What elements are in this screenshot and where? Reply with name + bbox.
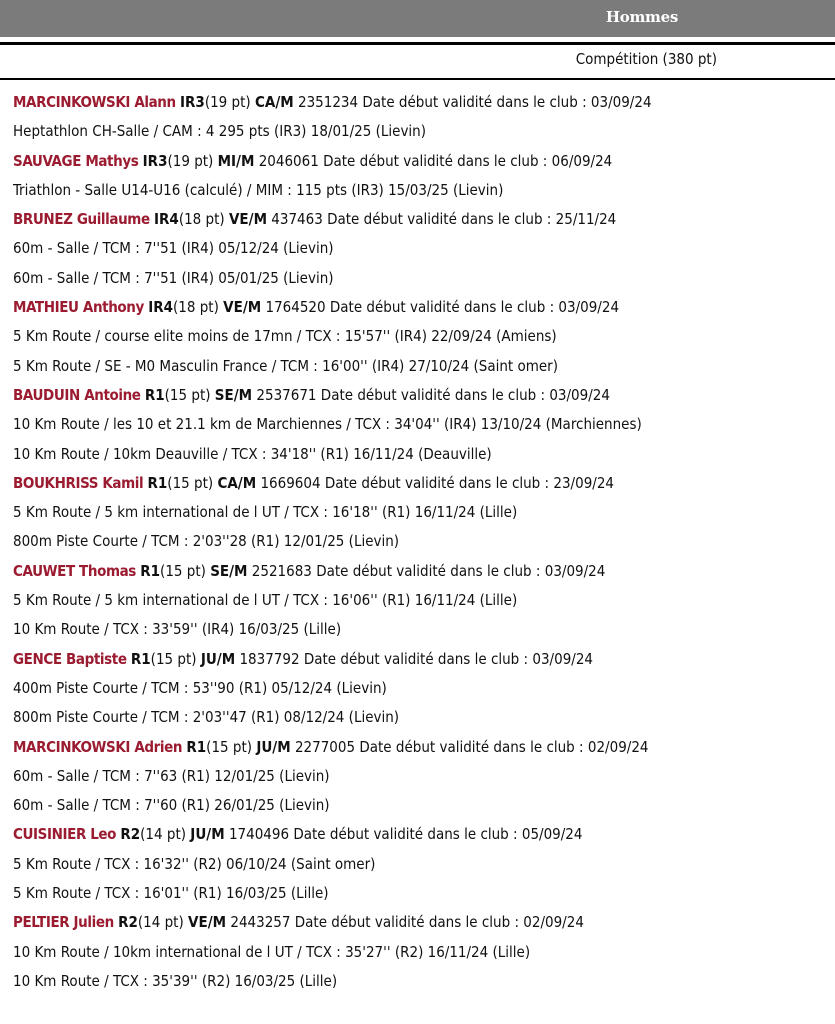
athlete-category: CA/M	[217, 473, 257, 492]
athlete-header-line	[13, 557, 828, 586]
performance-line: 10 Km Route / 10km international de l UT / TCX : 35'27'' (R2) 16/11/24 (Lille)	[13, 942, 531, 961]
validity-date: 02/09/24	[523, 913, 584, 932]
athlete-name: BOUKHRISS Kamil	[13, 473, 144, 492]
performance-line: 60m - Salle / TCM : 7''60 (R1) 26/01/25 (Lievin)	[13, 796, 330, 815]
performance-line: 10 Km Route / 10km Deauville / TCX : 34'18'' (R1) 16/11/24 (Deauville)	[13, 444, 492, 463]
athlete-category: MI/M	[217, 151, 255, 170]
validity-date: 03/09/24	[544, 561, 606, 580]
performance-line: 60m - Salle / TCM : 7''51 (IR4) 05/01/25 (Lievin)	[13, 268, 334, 287]
athlete-license: 2351234	[297, 93, 359, 111]
validity-label: Date début validité dans le club :	[294, 913, 519, 932]
athlete-license: 2046061	[258, 151, 319, 170]
athlete-points: (14 pt)	[137, 913, 184, 932]
athlete-name: PELTIER Julien	[13, 913, 114, 932]
validity-label: Date début validité dans le club :	[362, 93, 587, 111]
athlete-level: IR4	[148, 298, 174, 317]
athlete-category: JU/M	[200, 649, 236, 668]
validity-date: 02/09/24	[587, 737, 649, 756]
validity-date: 05/09/24	[521, 825, 583, 844]
athlete-license: 2537671	[256, 385, 317, 404]
athlete-category: SE/M	[210, 561, 248, 580]
athlete-entry	[13, 147, 828, 206]
athlete-header-line	[13, 381, 828, 410]
athlete-points: (19 pt)	[204, 93, 251, 111]
athlete-license: 2443257	[230, 913, 291, 932]
athlete-entry	[13, 469, 828, 557]
athlete-header-line	[13, 733, 828, 762]
athlete-entry	[13, 381, 828, 469]
athlete-points: (15 pt)	[167, 473, 214, 492]
athlete-entry	[13, 293, 828, 381]
validity-label: Date début validité dans le club :	[316, 561, 541, 580]
athlete-points: (15 pt)	[160, 561, 206, 580]
athlete-level: R2	[120, 825, 141, 844]
athlete-entry	[13, 645, 828, 733]
performance-line: 800m Piste Courte / TCM : 2'03''28 (R1) 12/01/25 (Lievin)	[13, 532, 400, 551]
athlete-entry	[13, 88, 828, 147]
athlete-list	[13, 88, 828, 996]
validity-date: 03/09/24	[590, 93, 652, 111]
validity-label: Date début validité dans le club :	[323, 151, 548, 170]
athlete-level: R1	[144, 385, 165, 404]
performance-line: 800m Piste Courte / TCM : 2'03''47 (R1) 08/12/24 (Lievin)	[13, 708, 400, 727]
athlete-header-line	[13, 820, 828, 849]
athlete-license: 2277005	[294, 737, 356, 756]
validity-label: Date début validité dans le club :	[293, 825, 518, 844]
athlete-category: VE/M	[188, 913, 227, 932]
athlete-level: R1	[130, 649, 151, 668]
athlete-license: 1669604	[260, 473, 321, 492]
athlete-header-line	[13, 88, 828, 117]
athlete-points: (18 pt)	[178, 210, 225, 229]
athlete-points: (15 pt)	[206, 737, 253, 756]
performance-line: 60m - Salle / TCM : 7''51 (IR4) 05/12/24 (Lievin)	[13, 239, 334, 258]
header-bar	[0, 0, 835, 37]
performance-line: 60m - Salle / TCM : 7''63 (R1) 12/01/25 (Lievin)	[13, 766, 330, 785]
validity-label: Date début validité dans le club :	[320, 385, 546, 404]
athlete-header-line	[13, 908, 828, 937]
athlete-entry	[13, 820, 828, 908]
athlete-name: BRUNEZ Guillaume	[13, 210, 150, 229]
athlete-name: CUISINIER Leo	[13, 825, 117, 844]
athlete-license: 1740496	[228, 825, 290, 844]
athlete-points: (19 pt)	[167, 151, 214, 170]
athlete-level: IR3	[180, 93, 205, 111]
athlete-points: (15 pt)	[164, 385, 211, 404]
validity-date: 23/09/24	[553, 473, 614, 492]
performance-line: 5 Km Route / 5 km international de l UT / TCX : 16'18'' (R1) 16/11/24 (Lille)	[13, 503, 518, 522]
athlete-license: 437463	[271, 210, 323, 229]
athlete-name: GENCE Baptiste	[13, 649, 127, 668]
athlete-entry	[13, 733, 828, 821]
athlete-header-line	[13, 205, 828, 234]
athlete-points: (18 pt)	[173, 298, 219, 317]
validity-label: Date début validité dans le club :	[359, 737, 584, 756]
divider-mid	[0, 78, 835, 80]
athlete-category: CA/M	[254, 93, 294, 111]
performance-line: 10 Km Route / TCX : 35'39'' (R2) 16/03/25 (Lille)	[13, 971, 338, 990]
validity-date: 03/09/24	[549, 385, 610, 404]
performance-line: 5 Km Route / course elite moins de 17mn / TCX : 15'57'' (IR4) 22/09/24 (Amiens)	[13, 327, 557, 346]
divider-top	[0, 42, 835, 45]
athlete-license: 2521683	[251, 561, 312, 580]
competition-points: Compétition (380 pt)	[575, 50, 717, 68]
athlete-category: SE/M	[214, 385, 253, 404]
athlete-points: (14 pt)	[140, 825, 186, 844]
athlete-level: R1	[147, 473, 168, 492]
validity-label: Date début validité dans le club :	[329, 298, 555, 317]
athlete-license: 1764520	[265, 298, 326, 317]
athlete-name: MATHIEU Anthony	[13, 298, 144, 317]
athlete-header-line	[13, 147, 828, 176]
validity-date: 03/09/24	[558, 298, 620, 317]
performance-line: 10 Km Route / les 10 et 21.1 km de Marchiennes / TCX : 34'04'' (IR4) 13/10/24 (Marchiennes)	[13, 415, 642, 434]
validity-date: 03/09/24	[532, 649, 593, 668]
athlete-license: 1837792	[239, 649, 300, 668]
performance-line: Heptathlon CH-Salle / CAM : 4 295 pts (IR3) 18/01/25 (Lievin)	[13, 122, 427, 141]
performance-line: 5 Km Route / 5 km international de l UT / TCX : 16'06'' (R1) 16/11/24 (Lille)	[13, 591, 518, 610]
athlete-category: VE/M	[223, 298, 262, 317]
athlete-entry	[13, 205, 828, 293]
athlete-level: R1	[186, 737, 207, 756]
athlete-name: BAUDUIN Antoine	[13, 385, 141, 404]
performance-line: 5 Km Route / TCX : 16'01'' (R1) 16/03/25 (Lille)	[13, 884, 329, 903]
performance-line: 10 Km Route / TCX : 33'59'' (IR4) 16/03/25 (Lille)	[13, 620, 342, 639]
section-title: Hommes	[605, 8, 678, 26]
performance-line: 5 Km Route / SE - M0 Masculin France / TCM : 16'00'' (IR4) 27/10/24 (Saint omer)	[13, 356, 558, 375]
performance-line: Triathlon - Salle U14-U16 (calculé) / MIM : 115 pts (IR3) 15/03/25 (Lievin)	[13, 180, 504, 199]
performance-line: 400m Piste Courte / TCM : 53''90 (R1) 05/12/24 (Lievin)	[13, 678, 387, 697]
validity-date: 25/11/24	[555, 210, 617, 229]
athlete-level: R1	[140, 561, 161, 580]
validity-label: Date début validité dans le club :	[324, 473, 550, 492]
athlete-header-line	[13, 293, 828, 322]
athlete-level: IR3	[142, 151, 168, 170]
athlete-name: CAUWET Thomas	[13, 561, 136, 580]
athlete-entry	[13, 557, 828, 645]
athlete-category: JU/M	[190, 825, 225, 844]
athlete-header-line	[13, 469, 828, 498]
athlete-name: SAUVAGE Mathys	[13, 151, 139, 170]
athlete-points: (15 pt)	[150, 649, 197, 668]
athlete-level: R2	[118, 913, 138, 932]
validity-label: Date début validité dans le club :	[303, 649, 529, 668]
athlete-level: IR4	[154, 210, 179, 229]
performance-line: 5 Km Route / TCX : 16'32'' (R2) 06/10/24 (Saint omer)	[13, 854, 376, 873]
validity-label: Date début validité dans le club :	[327, 210, 552, 229]
athlete-name: MARCINKOWSKI Adrien	[13, 737, 183, 756]
athlete-name: MARCINKOWSKI Alann	[13, 93, 176, 111]
athlete-entry	[13, 908, 828, 996]
athlete-category: VE/M	[228, 210, 267, 229]
validity-date: 06/09/24	[551, 151, 613, 170]
athlete-category: JU/M	[256, 737, 291, 756]
athlete-header-line	[13, 645, 828, 674]
